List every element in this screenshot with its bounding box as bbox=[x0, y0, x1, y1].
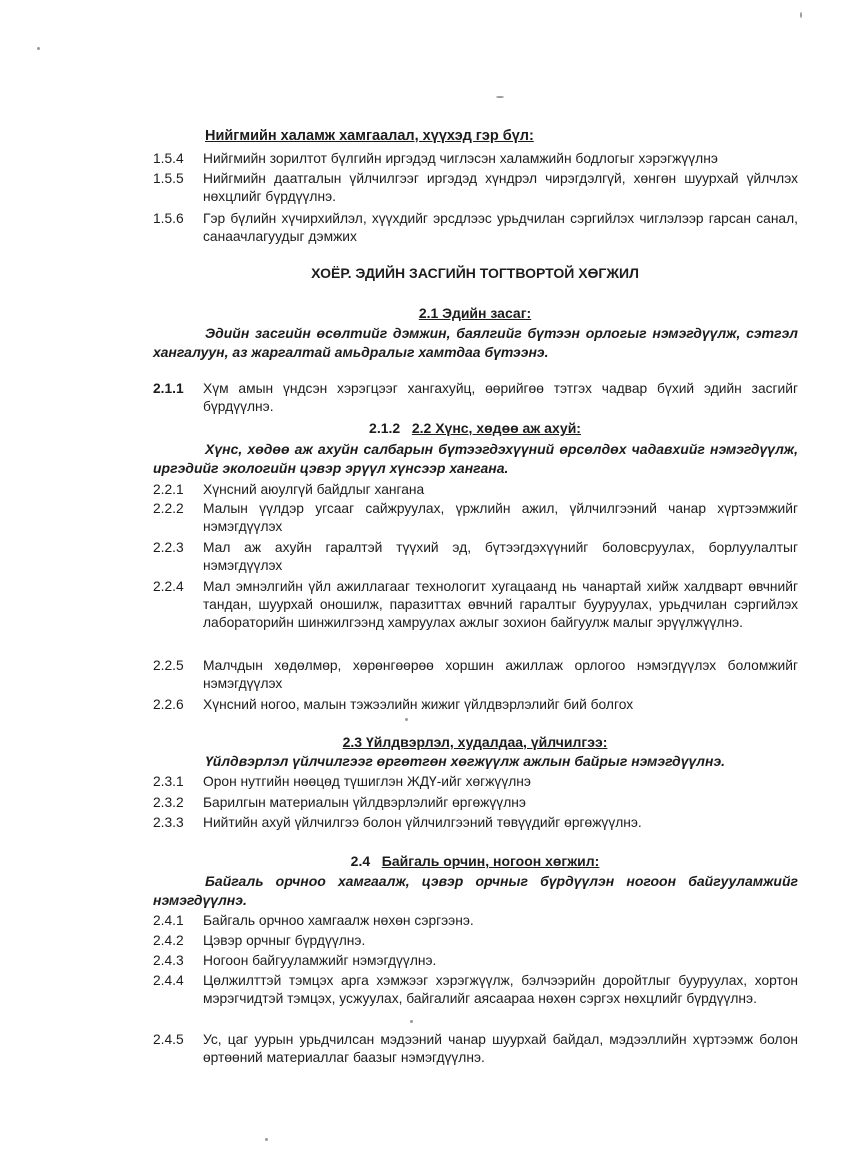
list-item bbox=[153, 794, 798, 812]
scan-speck bbox=[37, 47, 40, 50]
list-item bbox=[153, 814, 798, 832]
industry-heading bbox=[150, 734, 800, 750]
item-number: 1.5.4 bbox=[153, 151, 184, 166]
list-item bbox=[153, 170, 798, 206]
item-number: 2.3.1 bbox=[153, 774, 184, 789]
social-heading: Нийгмийн халамж хамгаалал, хүүхэд гэр бүл: bbox=[205, 128, 534, 144]
item-number: 2.4.5 bbox=[153, 1032, 184, 1047]
item-number: 2.4.3 bbox=[153, 953, 184, 968]
list-item bbox=[153, 773, 798, 791]
item-number: 2.2.5 bbox=[153, 658, 184, 673]
food-heading-prefix: 2.1.2 bbox=[369, 420, 401, 436]
item-text: Хүм амын үндсэн хэрэгцээг хангахуйц, өөрийгөө тэтгэх чадвар бүхий эдийн засгийг бүрдүүлнэ. bbox=[203, 381, 798, 414]
item-number: 2.1.1 bbox=[153, 381, 184, 396]
item-text: Нийтийн ахуй үйлчилгээ болон үйлчилгээний төвүүдийг өргөжүүлнэ. bbox=[203, 815, 642, 830]
scan-speck bbox=[496, 96, 504, 98]
item-text: Гэр бүлийн хүчирхийлэл, хүүхдийг эрсдлээс урьдчилан сэргийлэх чиглэлээр гарсан санал, санаачлагуудыг дэмжих bbox=[203, 211, 798, 244]
list-item bbox=[153, 657, 798, 693]
scan-speck bbox=[800, 12, 802, 18]
economy-heading bbox=[150, 305, 800, 321]
environment-intro: Байгаль орчноо хамгаалж, цэвэр орчныг бүрдүүлэн ногоон байгууламжийг нэмэгдүүлнэ. bbox=[153, 873, 798, 908]
industry-intro: Үйлдвэрлэл үйлчилгээг өргөтгөн хөгжүүлж ажлын байрыг нэмэгдүүлнэ. bbox=[205, 753, 726, 769]
economy-heading-text: 2.1 Эдийн засаг: bbox=[418, 305, 532, 321]
industry-heading-text: 2.3 Үйлдвэрлэл, худалдаа, үйлчилгээ: bbox=[342, 734, 608, 750]
item-text: Ногоон байгууламжийг нэмэгдүүлнэ. bbox=[203, 953, 437, 968]
item-number: 2.3.2 bbox=[153, 795, 184, 810]
list-item bbox=[153, 952, 798, 970]
list-item bbox=[153, 972, 798, 1008]
food-heading bbox=[150, 420, 800, 436]
item-text: Цэвэр орчныг бүрдүүлнэ. bbox=[203, 933, 366, 948]
item-number: 2.2.1 bbox=[153, 482, 184, 497]
item-text: Малын үүлдэр угсааг сайжруулах, үржлийн ажил, үйлчилгээний чанар хүртээмжийг нэмэгдүүлэх bbox=[203, 501, 798, 534]
list-item bbox=[153, 539, 798, 575]
item-text: Барилгын материалын үйлдвэрлэлийг өргөжүүлнэ bbox=[203, 795, 526, 810]
item-text: Хүнсний ногоо, малын тэжээлийн жижиг үйлдвэрлэлийг бий болгох bbox=[203, 697, 634, 712]
item-text: Нийгмийн даатгалын үйлчилгээг иргэдэд хүндрэл чирэгдэлгүй, хөнгөн шуурхай үйлчлэх нөхцлийг бүрдүүлнэ. bbox=[203, 171, 798, 204]
item-text: Малчдын хөдөлмөр, хөрөнгөөрөө хоршин ажиллаж орлогоо нэмэгдүүлэх боломжийг нэмэгдүүлэх bbox=[203, 658, 798, 691]
scan-speck bbox=[410, 1020, 413, 1023]
environment-heading-prefix: 2.4 bbox=[350, 853, 371, 869]
list-item bbox=[153, 500, 798, 536]
list-item bbox=[153, 210, 798, 246]
item-number: 2.2.4 bbox=[153, 579, 184, 594]
item-text: Ус, цаг уурын урьдчилсан мэдээний чанар шуурхай байдал, мэдээллийн хүртээмж болон өртөөний материаллаг баазыг нэмэгдүүлнэ. bbox=[203, 1032, 798, 1065]
list-item bbox=[153, 380, 798, 416]
list-item bbox=[153, 578, 798, 632]
food-intro: Хүнс, хөдөө аж ахуйн салбарын бүтээгдэхүүний өрсөлдөх чадавхийг нэмэгдүүлж, иргэдийг экологийн цэвэр эрүүл хүнсээр хангана. bbox=[153, 441, 798, 476]
item-number: 2.2.3 bbox=[153, 540, 184, 555]
list-item bbox=[153, 912, 798, 930]
item-number: 1.5.6 bbox=[153, 211, 184, 226]
section-title: ХОЁР. ЭДИЙН ЗАСГИЙН ТОГТВОРТОЙ ХӨГЖИЛ bbox=[311, 265, 639, 281]
item-number: 2.2.2 bbox=[153, 501, 184, 516]
scan-speck bbox=[265, 1138, 268, 1141]
item-text: Хүнсний аюулгүй байдлыг хангана bbox=[203, 482, 425, 497]
item-text: Байгаль орчноо хамгаалж нөхөн сэргээнэ. bbox=[203, 913, 474, 928]
item-number: 1.5.5 bbox=[153, 171, 184, 186]
list-item bbox=[153, 696, 798, 714]
item-number: 2.2.6 bbox=[153, 697, 184, 712]
list-item bbox=[153, 932, 798, 950]
item-number: 2.4.2 bbox=[153, 933, 184, 948]
list-item bbox=[153, 481, 798, 499]
item-text: Нийгмийн зорилтот бүлгийн иргэдэд чиглэсэн халамжийн бодлогыг хэрэгжүүлнэ bbox=[203, 151, 718, 166]
item-number: 2.4.4 bbox=[153, 973, 184, 988]
item-text: Мал аж ахуйн гаралтэй түүхий эд, бүтээгдэхүүнийг боловсруулах, борлуулалтыг нэмэгдүүлэх bbox=[203, 540, 798, 573]
environment-heading-text: Байгаль орчин, ногоон хөгжил: bbox=[381, 853, 600, 869]
item-number: 2.3.3 bbox=[153, 815, 184, 830]
environment-heading bbox=[150, 853, 800, 869]
item-text: Орон нутгийн нөөцөд түшиглэн ЖДҮ-ийг хөгжүүлнэ bbox=[203, 774, 531, 789]
item-text: Мал эмнэлгийн үйл ажиллагааг технологит хугацаанд нь чанартай хийж халдварт өвчнийг тандан, шуурхай оношилж, паразиттах өвчний гаралтыг бууруулах, урьдчилан сэргийлэх лабораторийн шинжилгээнд хамруулах ажлыг зохион байгуулж малыг эрүүлжүүлнэ. bbox=[203, 579, 798, 630]
economy-intro: Эдийн засгийн өсөлтийг дэмжин, баялгийг бүтээн орлогыг нэмэгдүүлж, сэтгэл хангалуун, аз жаргалтай амьдралыг хамтдаа бүтээнэ. bbox=[153, 325, 798, 360]
list-item bbox=[153, 1031, 798, 1067]
food-heading-text: 2.2 Хүнс, хөдөө аж ахуй: bbox=[411, 420, 581, 436]
list-item bbox=[153, 150, 798, 168]
item-number: 2.4.1 bbox=[153, 913, 184, 928]
item-text: Цөлжилттэй тэмцэх арга хэмжээг хэрэгжүүлж, бэлчээрийн доройтлыг бууруулах, хортон мэрэгчидтэй тэмцэх, усжуулах, байгалийг аясаараа нөхөн сэргэх нөхцлийг бүрдүүлнэ. bbox=[203, 973, 798, 1006]
scan-speck bbox=[405, 718, 408, 721]
